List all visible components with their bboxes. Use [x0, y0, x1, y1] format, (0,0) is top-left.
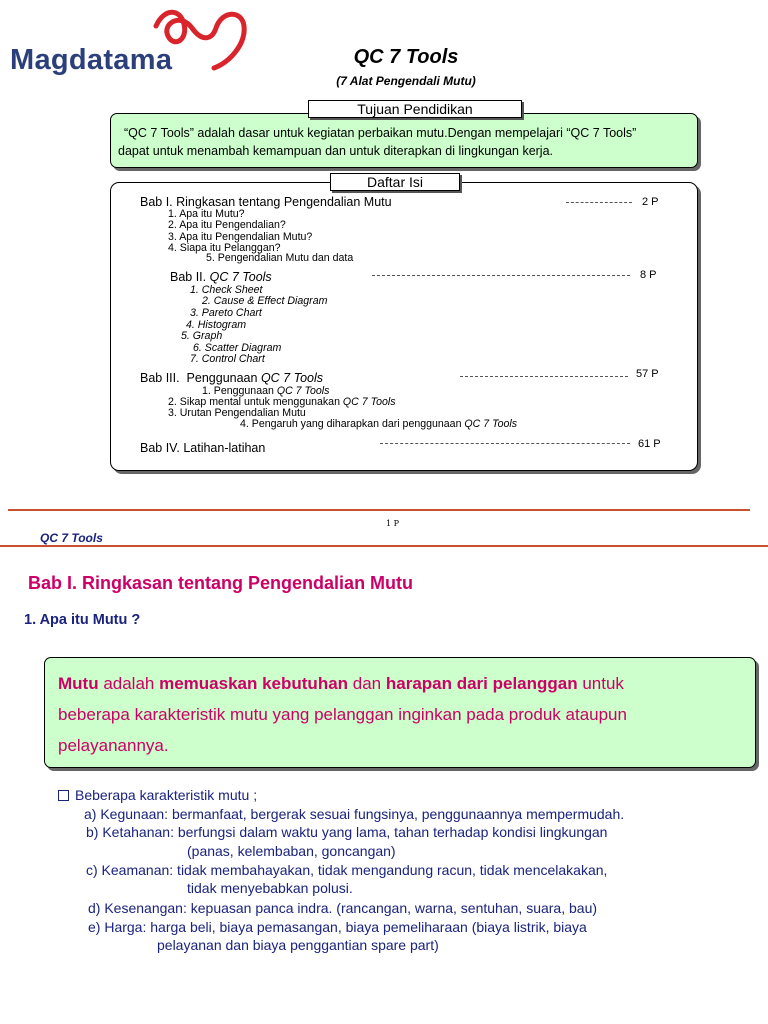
characteristic-d: d) Kesenangan: kepuasan panca indra. (rancangan, warna, sentuhan, suara, bau)	[88, 900, 598, 916]
question-heading: 1. Apa itu Mutu ?	[24, 612, 141, 628]
toc-bab1-title: Bab I. Ringkasan tentang Pengendalian Mutu	[140, 195, 392, 209]
definition-text	[58, 668, 748, 761]
term-kebutuhan: memuaskan kebutuhan	[159, 674, 349, 693]
company-logo: Magdatama	[10, 44, 173, 76]
definition-line-1	[58, 668, 748, 699]
toc-item: 4. Pengaruh yang diharapkan dari penggunaan QC 7 Tools	[240, 418, 518, 430]
toc-item: 5. Graph	[181, 330, 223, 342]
toc-item: 3. Urutan Pengendalian Mutu	[168, 407, 306, 419]
section-label: QC 7 Tools	[40, 531, 103, 545]
term-harapan: harapan dari pelanggan	[385, 674, 578, 693]
toc-item: 7. Control Chart	[190, 353, 265, 365]
characteristic-e: e) Harga: harga beli, biaya pemasangan, biaya pemeliharaan (biaya listrik, biaya	[88, 919, 587, 935]
definition-fragment: untuk	[577, 674, 624, 693]
toc-item: 1. Check Sheet	[190, 284, 263, 296]
toc-item: 2. Apa itu Pengendalian?	[168, 219, 286, 231]
toc-item: 1. Apa itu Mutu?	[168, 208, 245, 220]
toc-bab2-italic: QC 7 Tools	[209, 270, 272, 284]
characteristic-a: a) Kegunaan: bermanfaat, bergerak sesuai fungsinya, penggunaannya mempermudah.	[84, 806, 625, 822]
characteristic-b-cont: (panas, kelembaban, goncangan)	[187, 843, 396, 859]
page-subtitle: (7 Alat Pengendali Mutu)	[336, 74, 476, 88]
toc-item: 3. Pareto Chart	[190, 307, 262, 319]
toc-leader	[460, 376, 628, 377]
tujuan-line-1: “QC 7 Tools” adalah dasar untuk kegiatan perbaikan mutu.Dengan mempelajari “QC 7 Tools”	[124, 126, 637, 140]
toc-item: 3. Apa itu Pengendalian Mutu?	[168, 231, 313, 243]
toc-bab2-page: 8 P	[640, 269, 657, 281]
toc-leader	[566, 202, 632, 203]
page-number: 1 P	[385, 519, 399, 528]
characteristic-c: c) Keamanan: tidak membahayakan, tidak mengandung racun, tidak mencelakakan,	[86, 862, 608, 878]
toc-bab3-italic: QC 7 Tools	[260, 371, 324, 385]
definition-fragment: dan	[348, 674, 386, 693]
tujuan-label: Tujuan Pendidikan	[308, 100, 522, 118]
toc-bab2-title: Bab II. QC 7 Tools	[170, 270, 272, 284]
bullet-box-icon	[58, 790, 69, 801]
divider-bottom	[0, 545, 768, 547]
toc-leader	[380, 443, 630, 444]
toc-item: 6. Scatter Diagram	[193, 342, 282, 354]
chapter-title: Bab I. Ringkasan tentang Pengendalian Mutu	[28, 573, 414, 593]
daftar-isi-label: Daftar Isi	[330, 173, 460, 191]
toc-bab3-page: 57 P	[636, 368, 659, 380]
characteristic-e-cont: pelayanan dan biaya penggantian spare part)	[157, 937, 439, 953]
characteristics-intro-text: Beberapa karakteristik mutu ;	[75, 787, 258, 803]
characteristic-b: b) Ketahanan: berfungsi dalam waktu yang lama, tahan terhadap kondisi lingkungan	[86, 824, 608, 840]
divider-top	[8, 509, 750, 511]
toc-item: 4. Siapa itu Pelanggan?	[168, 242, 281, 254]
tujuan-text	[118, 124, 692, 160]
toc-item: 1. Penggunaan QC 7 Tools	[202, 385, 330, 397]
toc-bab3-title: Bab III. Penggunaan QC 7 Tools	[140, 371, 324, 385]
definition-fragment: adalah	[98, 674, 160, 693]
toc-leader	[372, 275, 630, 276]
characteristic-c-cont: tidak menyebabkan polusi.	[187, 880, 353, 896]
toc-bab1-page: 2 P	[642, 196, 659, 208]
toc-item: 2. Sikap mental untuk menggunakan QC 7 Tools	[168, 396, 396, 408]
definition-line-3: pelayanannya.	[58, 736, 169, 755]
term-mutu: Mutu	[58, 674, 99, 693]
toc-item: 2. Cause & Effect Diagram	[202, 295, 328, 307]
tujuan-line-2: dapat untuk menambah kemampuan dan untuk diterapkan di lingkungan kerja.	[118, 144, 554, 158]
definition-line-2: beberapa karakteristik mutu yang pelanggan inginkan pada produk ataupun	[58, 705, 627, 724]
characteristics-intro	[58, 787, 257, 803]
toc-bab4-page: 61 P	[638, 438, 661, 450]
toc-item: 5. Pengendalian Mutu dan data	[206, 252, 354, 264]
page-title: QC 7 Tools	[353, 46, 459, 68]
toc-item: 4. Histogram	[186, 319, 247, 331]
toc-bab4-title: Bab IV. Latihan-latihan	[140, 441, 266, 455]
